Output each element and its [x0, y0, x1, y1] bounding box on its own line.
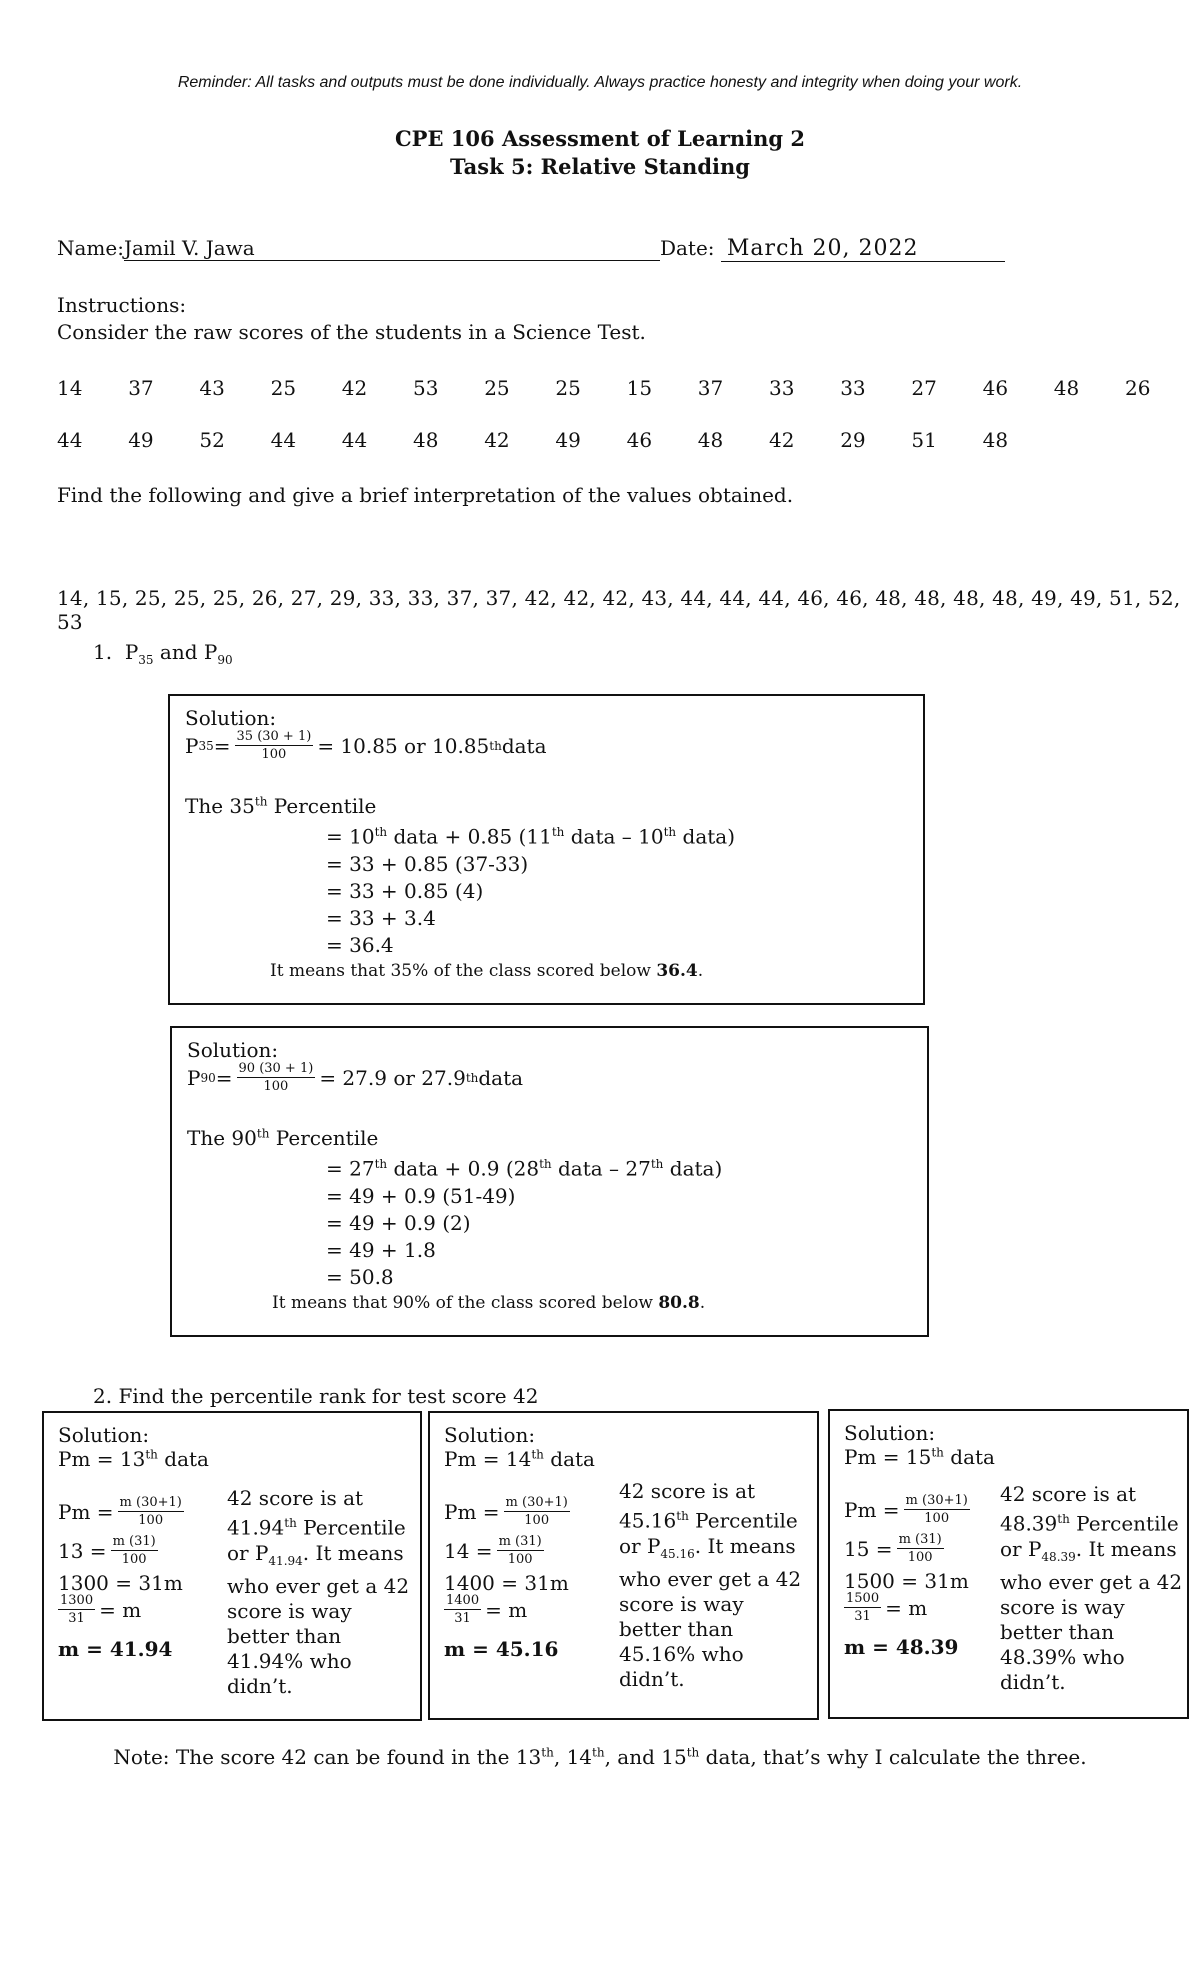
document-subtitle: Task 5: Relative Standing	[450, 154, 750, 179]
raw-scores-row-1	[0, 376, 1200, 402]
division-formula: $\frac{1500}{31}$ = m	[846, 1591, 928, 1624]
raw-score: 37	[697, 376, 724, 400]
percentile-rank-box-3	[828, 1409, 1189, 1719]
fraction: $\frac{m (31)}{100}$	[112, 1534, 156, 1567]
pm-formula: Pm = $\frac{m (30+1)}{100}$	[844, 1493, 968, 1526]
fraction: $\frac{m (30+1)}{100}$	[119, 1495, 182, 1528]
raw-score: 37	[128, 376, 154, 400]
ordinal-suffix: th	[465, 1070, 479, 1085]
denominator: 100	[261, 746, 287, 762]
raw-score: 49	[555, 428, 581, 452]
step-line: = 10th data + 0.85 (11th data – 10th data)	[326, 824, 736, 849]
pm-line: Pm = 14th data	[444, 1447, 595, 1471]
fraction: $\frac{1500}{31}$	[846, 1591, 880, 1624]
equation-line: 1500 = 31m	[844, 1569, 969, 1593]
p-subscript: 35	[198, 738, 214, 753]
p35-steps	[326, 819, 735, 959]
step-line: = 50.8	[326, 1264, 394, 1289]
p35-formula	[185, 730, 547, 761]
raw-score: 42	[484, 428, 510, 452]
equation-line: 1300 = 31m	[58, 1571, 183, 1595]
step-line: = 49 + 0.9 (51-49)	[326, 1183, 516, 1208]
fraction: $\frac{1400}{31}$	[446, 1593, 480, 1626]
denominator: 100	[263, 1078, 289, 1094]
percentile-heading: The 35th Percentile	[185, 794, 377, 818]
raw-scores-row-2	[0, 428, 1200, 454]
p90-interpretation: It means that 90% of the class scored below 80.8.	[272, 1293, 706, 1313]
numerator: 35 (30 + 1)	[236, 729, 312, 744]
question-2: 2. Find the percentile rank for test score 42	[93, 1384, 539, 1408]
raw-score: 33	[840, 376, 866, 400]
step-line: = 33 + 0.85 (4)	[326, 878, 484, 903]
result-text: = 10.85 or 10.85	[317, 733, 490, 758]
raw-score: 48	[982, 428, 1009, 452]
pm-formula: Pm = $\frac{m (30+1)}{100}$	[58, 1495, 182, 1528]
ordinal-suffix: th	[489, 738, 502, 753]
find-instruction: Find the following and give a brief interpretation of the values obtained.	[57, 483, 794, 507]
name-row	[57, 236, 1005, 262]
question-1	[93, 640, 233, 667]
raw-score: 42	[769, 428, 795, 452]
step-line: = 33 + 0.85 (37-33)	[326, 851, 529, 876]
raw-score: 25	[555, 376, 581, 400]
solution-label: Solution:	[187, 1038, 279, 1062]
raw-score: 51	[911, 428, 937, 452]
result-text: data	[501, 733, 547, 758]
solution-label: Solution:	[844, 1421, 936, 1445]
fraction: $\frac{m (30+1)}{100}$	[505, 1495, 568, 1528]
p90-steps	[326, 1151, 722, 1291]
raw-score: 49	[128, 428, 154, 452]
fraction: $\frac{m (30+1)}{100}$	[905, 1493, 968, 1526]
fraction: $\frac{m (31)}{100}$	[898, 1532, 942, 1565]
raw-score: 26	[1125, 376, 1151, 400]
raw-score: 29	[840, 428, 866, 452]
raw-score: 52	[199, 428, 225, 452]
question-number: 1.	[93, 640, 113, 664]
date-field	[721, 236, 1005, 262]
sorted-data: 14, 15, 25, 25, 25, 26, 27, 29, 33, 33, 37, 37, 42, 42, 42, 43, 44, 44, 44, 46, 46, 48, 48, 48, 48, 49, 49, 51, 52, 53	[57, 586, 1181, 634]
name-value: Jamil V. Jawa	[123, 236, 255, 260]
raw-score: 48	[1053, 376, 1080, 400]
pm-line: Pm = 13th data	[58, 1447, 209, 1471]
raw-score: 53	[413, 376, 439, 400]
footnote: Note: The score 42 can be found in the 13th, 14th, and 15th data, that’s why I calculate the three.	[113, 1745, 1087, 1769]
fraction: $\frac{1300}{31}$	[60, 1593, 94, 1626]
date-label: Date:	[659, 236, 715, 260]
step-line: = 33 + 3.4	[326, 905, 436, 930]
equals-sign: =	[213, 733, 231, 758]
solution-label: Solution:	[444, 1423, 536, 1447]
equation-line: 1400 = 31m	[444, 1571, 569, 1595]
raw-score: 48	[413, 428, 439, 452]
result-text: data	[478, 1065, 524, 1090]
step-line: = 36.4	[326, 932, 394, 957]
percentile-rank-box-2	[428, 1411, 819, 1720]
raw-score: 25	[270, 376, 297, 400]
raw-score: 43	[199, 376, 225, 400]
step-line: = 49 + 0.9 (2)	[326, 1210, 471, 1235]
raw-score: 15	[626, 376, 653, 400]
result-value: m = 41.94	[58, 1637, 173, 1661]
result-value: m = 48.39	[844, 1635, 959, 1659]
raw-score: 44	[341, 428, 368, 452]
p-symbol: P	[187, 1065, 201, 1090]
raw-score: 48	[697, 428, 724, 452]
reminder-note: Reminder: All tasks and outputs must be done individually. Always practice honesty and integrity when doing your work.	[177, 74, 1023, 91]
name-label: Name:	[57, 236, 124, 260]
instructions-label: Instructions:	[57, 293, 187, 317]
p90-formula	[187, 1062, 523, 1093]
equals-sign: =	[215, 1065, 233, 1090]
pm-formula: Pm = $\frac{m (30+1)}{100}$	[444, 1495, 568, 1528]
substitution-formula: 15 = $\frac{m (31)}{100}$	[844, 1532, 942, 1565]
pm-line: Pm = 15th data	[844, 1445, 995, 1469]
division-formula: $\frac{1400}{31}$ = m	[446, 1593, 528, 1626]
raw-score: 33	[769, 376, 795, 400]
step-line: = 27th data + 0.9 (28th data – 27th data)	[326, 1156, 723, 1181]
p-symbol: P	[185, 733, 199, 758]
raw-score: 44	[270, 428, 297, 452]
p-symbol: P	[203, 640, 218, 664]
percentile-rank-box-1	[42, 1411, 422, 1721]
percentile-heading: The 90th Percentile	[187, 1126, 379, 1150]
p90-solution-box	[170, 1026, 929, 1337]
date-value: March 20, 2022	[726, 236, 919, 261]
interpretation-text: 42 score is at 41.94th Percentile or $P_{41.94}$. It means who ever get a 42 score is way better than 41.94% who didn’t.	[227, 1486, 410, 1698]
raw-score: 44	[57, 428, 83, 452]
solution-label: Solution:	[185, 706, 277, 730]
raw-score: 46	[626, 428, 653, 452]
substitution-formula: 13 = $\frac{m (31)}{100}$	[58, 1534, 156, 1567]
p-subscript: 35	[138, 653, 154, 667]
p35-solution-box	[168, 694, 925, 1005]
result-value: m = 45.16	[444, 1637, 559, 1661]
numerator: 90 (30 + 1)	[238, 1061, 314, 1076]
result-text: = 27.9 or 27.9	[319, 1065, 466, 1090]
p-subscript: 90	[217, 653, 233, 667]
interpretation-text: 42 score is at 48.39th Percentile or $P_{48.39}$. It means who ever get a 42 score is way better than 48.39% who didn’t.	[1000, 1482, 1183, 1694]
fraction: $\frac{m (31)}{100}$	[498, 1534, 542, 1567]
name-field	[124, 236, 660, 261]
instructions-text: Consider the raw scores of the students in a Science Test.	[57, 320, 646, 344]
solution-label: Solution:	[58, 1423, 150, 1447]
and-word: and	[159, 640, 198, 664]
p-subscript: 90	[200, 1070, 216, 1085]
fraction	[237, 1062, 316, 1093]
raw-score: 25	[484, 376, 510, 400]
p35-interpretation: It means that 35% of the class scored below 36.4.	[270, 961, 704, 981]
raw-score: 42	[341, 376, 368, 400]
step-line: = 49 + 1.8	[326, 1237, 436, 1262]
interpretation-text: 42 score is at 45.16th Percentile or $P_{45.16}$. It means who ever get a 42 score is way better than 45.16% who didn’t.	[619, 1479, 802, 1691]
division-formula: $\frac{1300}{31}$ = m	[60, 1593, 142, 1626]
p-symbol: P	[124, 640, 139, 664]
document-title: CPE 106 Assessment of Learning 2	[394, 126, 806, 151]
raw-score: 14	[57, 376, 83, 400]
substitution-formula: 14 = $\frac{m (31)}{100}$	[444, 1534, 542, 1567]
raw-score: 46	[982, 376, 1009, 400]
fraction	[235, 730, 314, 761]
raw-score: 27	[911, 376, 937, 400]
